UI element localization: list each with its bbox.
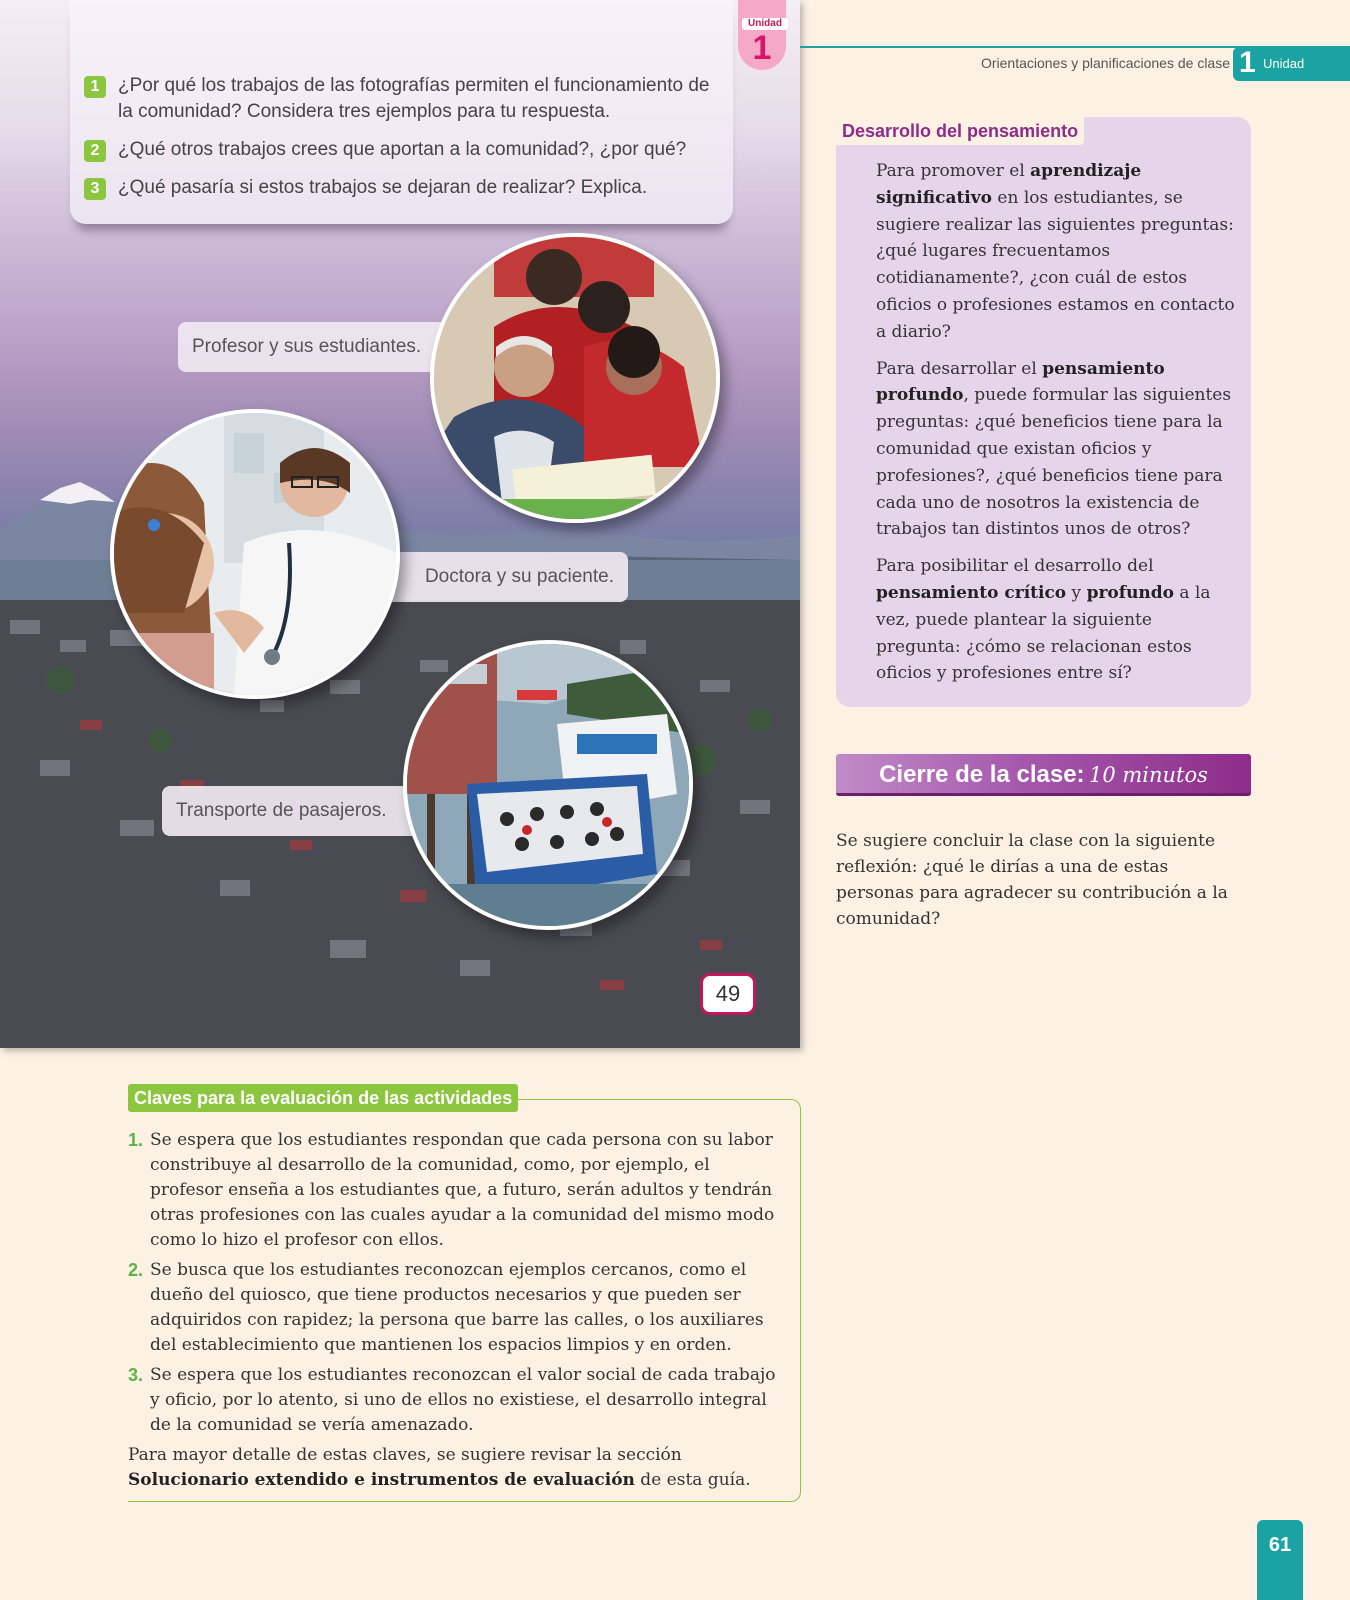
question-item — [84, 73, 715, 125]
unit-tab-number: 1 — [752, 29, 772, 67]
text-run: Para posibilitar el desarrollo del — [876, 556, 1154, 577]
evaluation-keys-title: Claves para la evaluación de las actividades — [128, 1084, 518, 1112]
class-closing-banner — [836, 754, 1251, 796]
evaluation-key-item — [128, 1363, 784, 1438]
passenger-transport-photo — [403, 640, 693, 930]
question-item — [84, 175, 715, 201]
dev-paragraph — [876, 553, 1240, 687]
header-unit-label: Unidad — [1263, 56, 1305, 71]
question-text: ¿Qué otros trabajos crees que aportan a la comunidad?, ¿por qué? — [118, 139, 687, 160]
header-section-title: Orientaciones y planificaciones de clase — [980, 55, 1230, 71]
text-run: en los estudiantes, se sugiere realizar las siguientes preguntas: ¿qué lugares frecuentamos cotidianamente?, ¿con cuál de estos oficios o profesiones estamos en contacto a diario? — [876, 187, 1235, 342]
text-run: Para promover el — [876, 161, 1031, 181]
question-text: ¿Por qué los trabajos de las fotografías permiten el funcionamiento de la comunidad? Considera tres ejemplos para tu respuesta. — [118, 75, 710, 122]
evaluation-key-item — [128, 1258, 784, 1358]
evaluation-keys-body — [128, 1128, 784, 1493]
bold-term: pensamiento crítico — [876, 582, 1067, 603]
header-unit-tab — [1233, 47, 1350, 81]
doctor-patient-photo — [110, 409, 400, 699]
question-text: ¿Qué pasaría si estos trabajos se dejaran de realizar? Explica. — [118, 177, 648, 198]
dev-paragraph — [876, 158, 1240, 346]
bold-term: aprendizaje significativo — [876, 161, 1142, 208]
student-page-number: 49 — [700, 973, 756, 1015]
text-run: Para mayor detalle de estas claves, se sugiere revisar la sección — [128, 1445, 682, 1465]
caption-teacher: Profesor y sus estudiantes. — [178, 322, 458, 372]
unit-tab-label: Unidad — [742, 18, 788, 30]
question-number: 1 — [84, 76, 106, 98]
text-run: Para desarrollar el — [876, 358, 1043, 379]
question-item — [84, 137, 715, 163]
text-run: de esta guía. — [634, 1470, 751, 1490]
dev-paragraph — [876, 356, 1240, 544]
unit-tab — [738, 0, 786, 70]
text-run: a la vez, puede plantear la siguiente pregunta: ¿cómo se relacionan estos oficios y profesiones entre sí? — [876, 582, 1211, 684]
closing-time: 10 minutos — [1088, 763, 1208, 787]
question-number: 2 — [84, 140, 106, 162]
closing-text: Se sugiere concluir la clase con la siguiente reflexión: ¿qué le dirías a una de estas personas para agradecer su contribución a la comunidad? — [836, 831, 1228, 929]
key-number: 1. — [128, 1130, 144, 1150]
question-number: 3 — [84, 178, 106, 200]
key-text: Se espera que los estudiantes respondan que cada persona con su labor constribuye al desarrollo de la comunidad, como, por ejemplo, el profesor enseña a los estudiantes que, a futuro, serán adultos y tendrán otras profesiones con las cuales ayudar a la comunidad del mismo modo como lo hizo el profesor con ellos. — [150, 1130, 775, 1250]
caption-transport: Transporte de pasajeros. — [162, 786, 422, 836]
closing-label: Cierre de la clase: — [879, 761, 1085, 788]
teacher-students-photo — [430, 233, 720, 523]
bold-term: pensamiento profundo — [876, 358, 1165, 406]
key-text: Se busca que los estudiantes reconozcan ejemplos cercanos, como el dueño del quiosco, que tiene productos necesarios y que pueden ser adquiridos con rapidez; la persona que barre las calles, o los auxiliares del establecimiento que mantienen los espacios limpios y en orden. — [150, 1260, 764, 1355]
questions-panel — [70, 0, 733, 224]
key-number: 3. — [128, 1365, 144, 1385]
header-unit-number: 1 — [1239, 46, 1256, 79]
thinking-development-body — [876, 158, 1240, 697]
evaluation-key-item — [128, 1128, 784, 1253]
thinking-development-title: Desarrollo del pensamiento — [836, 117, 1084, 145]
text-run: , puede formular las siguientes preguntas: ¿qué beneficios tiene para la comunidad que existan oficios y profesiones?, ¿qué beneficios tiene para cada uno de nosotros la existencia de trabajos tan distintos unos de otros? — [876, 385, 1232, 540]
bold-term: Solucionario extendido e instrumentos de evaluación — [128, 1470, 635, 1490]
key-text: Se espera que los estudiantes reconozcan el valor social de cada trabajo y oficio, por lo atento, si uno de ellos no existiese, el desarrollo integral de la comunidad se vería amenazado. — [150, 1365, 776, 1435]
caption-doctor: Doctora y su paciente. — [380, 552, 628, 602]
bold-term: profundo — [1086, 582, 1175, 603]
evaluation-keys-note — [128, 1443, 784, 1493]
key-number: 2. — [128, 1260, 144, 1280]
student-book-page — [0, 0, 800, 1048]
text-run: y — [1066, 582, 1087, 603]
guide-page-number: 61 — [1257, 1520, 1303, 1600]
